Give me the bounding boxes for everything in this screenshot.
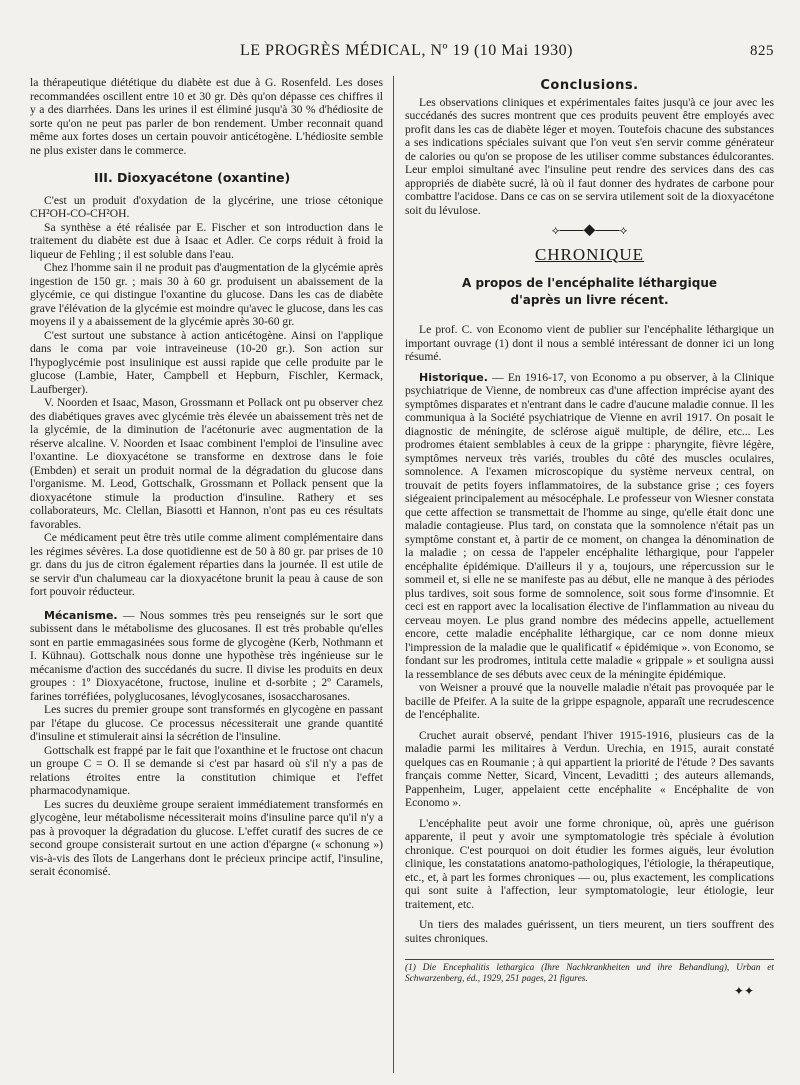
journal-title: LE PROGRÈS MÉDICAL, Nº 19 (10 Mai 1930) [240, 42, 573, 59]
paragraph-historique [405, 371, 774, 682]
article-title-line: A propos de l'encéphalite léthargique [461, 276, 718, 290]
paragraph-text: — En 1916-17, von Economo a pu observer, à la Clinique psychiatrique de Vienne, de nombreux cas d'une affection imprécise ayant des symptômes disparates et n'entrant dans le cadre d'aucune maladie connue. Il les communiqua à la Société psychiatrique de Vienne en avril 1917. On posait le diagnostic de méningite, de sclérose aiguë multiple, de délire, etc... Les prodromes étaient semblables à ceux de la grippe : pharyngite, fièvre légère, symptômes nerveux très variés, troubles du côté des muscles oculaires, somnolence. A l'examen microscopique du système nerveux central, on trouvait de petits foyers inflammatoires, de la substance grise ; ces foyers siégeaient principalement au mésocéphale. Le professeur von Wiesner constata que cette affection se transmettait de l'homme au singe, qu'elle était donc une maladie contagieuse. Plus tard, on constata que la somnolence n'était pas un symptôme constant et, à partir de ce moment, on changea la dénomination de la maladie ; on cessa de l'appeler encéphalite léthargique, pour l'appeler encéphalite épidémique. D'ailleurs il y a, toujours, une répercussion sur le sommeil et, si elle ne se manifeste pas au début, elle ne manque à des périodes plus tardives, soit sous forme de somnolence, soit sous forme d'insomnie. Et ceci est en rapport avec la localisation élective de l'inflammation au niveau du cerveau moyen. Le plus grand nombre des médecins appelle, actuellement encore, cette maladie encéphalite léthargique, car ce nom donne mieux l'impression de la maladie que le qualificatif « épidémique ». von Economo, se fondant sur les prodromes, intitula cette maladie « grippale » et souligna aussi la ressemblance de ses débuts avec ceux de la méningite épidémique. [405, 370, 775, 681]
paragraph: C'est un produit d'oxydation de la glycérine, une triose cétonique CH²OH-CO-CH²OH. [30, 193, 383, 220]
chronique-heading: CHRONIQUE [534, 244, 645, 264]
paragraph: L'encéphalite peut avoir une forme chronique, où, après une guérison apparente, il peut y avoir une symptomatologie très spéciale à évolution chronique. C'est pourquoi on doit étudier les formes aiguës, leur évolution clinique, les constatations anatomo-pathologiques, l'étiologie, la thérapeutique, etc., et, à part les formes chroniques — ou, plus exactement, les complications qui sont suite à l'affection, leur symptomatologie, leur étiologie, leur traitement, etc. [405, 816, 774, 911]
paragraph: von Weisner a prouvé que la nouvelle maladie n'était pas provoquée par le bacille de Pfeifer. A la suite de la grippe espagnole, apparaît une recrudescence de l'encéphalite. [405, 681, 774, 721]
paragraph-text: — Nous sommes très peu renseignés sur le sort que subissent dans le métabolisme des glucosanes. Il est très probable qu'elles sont en partie emmagasinées sous forme de glycogène (Kerb, Nothmann et I. Kühnau). Gottschalk nous donne une hypothèse très ingénieuse sur le mécanisme d'action des succédanés du sucre. Il divise les produits en deux groupes : 1º Dioxyacétone, fructose, inuline et d-sorbite ; 2º Caramels, farines torréfiées, polyglucosanes, lévoglycosanes, isosaccharosanes. [30, 608, 383, 703]
paragraph: V. Noorden et Isaac, Mason, Grossmann et Pollack ont pu observer chez des diabétiques graves avec glycémie très élevée un abaissement très net de la glycémie, de la diminution de l'acétonurie avec augmentation de la réserve alcaline. V. Noorden et Isaac combinent l'emploi de l'insuline avec l'oxantine. Le dioxyacétone se transforme en dextrose dans le foie (Embden) et serait un produit normal de la dégradation du glucose dans l'organisme. M. Leod, Gottschalk, Grossmann et Pollack pensent que la dioxyacétone stimule la production d'insuline. Rathery et ses collaborateurs, Mc. Clellan, Biasotti et Hannon, n'ont pas eu ces résultats favorables. [30, 396, 383, 531]
paragraph: Gottschalk est frappé par le fait que l'oxanthine et le fructose ont chacun un groupe C = O. Il se demande si c'est par hasard où s'il n'y a pas de relations étroites entre la constitution chimique et l'effet pharmacodynamique. [30, 743, 383, 797]
paragraph: Les observations cliniques et expérimentales faites jusqu'à ce jour avec les succédanés des sucres montrent que ces produits peuvent être employés avec profit dans les cas de diabète léger et moyen. Toutefois chacune des substances a ses indications spéciales suivant que l'on veut s'en servir comme générateur de calories ou qu'on se propose de les utiliser comme substances édulcorantes. Leur emploi simultané avec l'insuline peut rendre des services dans des cas appropriés de diabète sucré, là où il faut donner des hydrates de carbone pour combattre l'acidose. Dans ce cas on se servira utilement soit de la dioxyacétone soit du lévulose. [405, 95, 774, 217]
right-column [393, 76, 774, 1073]
left-column [30, 76, 393, 1073]
paragraph: C'est surtout une substance à action anticétogène. Ainsi on l'applique dans le coma par voie intraveineuse (10-20 gr.). Son action sur l'hypoglycémie post insulinique est aussi rapide que celle produite par le glucose (Lambie, Hater, Campbell et Hepburn, Fischler, Kermack, Laufberger). [30, 328, 383, 396]
ornament-divider: ⟡━━◆━━⟡ [551, 223, 628, 237]
paragraph: Cruchet aurait observé, pendant l'hiver 1915-1916, plusieurs cas de la maladie parmi les militaires à Verdun. Urechia, en 1915, aurait constaté quelques cas en Roumanie ; à qui appartient la priorité de l'étude ? Des savants français comme Netter, Sicard, Vincent, Levaditti ; des auteurs allemands, Pappenheim, Luger, appelaient cette encéphalite « Encéphalite de von Economo ». [405, 728, 774, 809]
footnote: (1) Die Encephalitis lethargica (Ihre Nachkrankheiten und ihre Behandlung), Urban et Schwarzenberg, éd., 1929, 251 pages, 21 figures. [405, 959, 774, 985]
article-title-line: d'après un livre récent. [510, 293, 669, 307]
two-column-body [30, 76, 774, 1073]
paragraph: Les sucres du premier groupe sont transformés en glycogène en passant par l'étape du glucose. Ce processus nécessiterait une grande quantité d'insuline et stimulerait ainsi la sécrétion de l'insuline. [30, 703, 383, 743]
paragraph: Le prof. C. von Economo vient de publier sur l'encéphalite léthargique un important ouvrage (1) dont il nous a semblé intéressant de donner ici un long résumé. [405, 323, 774, 363]
section-heading: III. Dioxyacétone (oxantine) [94, 170, 291, 185]
paragraph: Les sucres du deuxième groupe seraient immédiatement transformés en glycogène, leur métabolisme nécessiterait moins d'insuline parce qu'il n'y a pas à provoquer la dégradation du glucose. L'effet curatif des sucres de ce second groupe consisterait surtout en une action d'épargne (« schonung ») vis-à-vis des îlots de Langerhans dont le précieux principe actif, l'insuline, serait économisé. [30, 797, 383, 878]
run-in-heading: Historique. [419, 370, 488, 384]
paragraph: Un tiers des malades guérissent, un tiers meurent, un tiers souffrent des suites chroniques. [405, 918, 774, 945]
paragraph-mecanisme [30, 609, 383, 704]
run-in-heading: Mécanisme. [44, 608, 118, 622]
page-header [240, 42, 774, 60]
paragraph: Sa synthèse a été réalisée par E. Fischer et son introduction dans le traitement du diabète est due à Isaac et Adler. Ce corps réduit à froid la liqueur de Fehling ; il est soluble dans l'eau. [30, 220, 383, 261]
paragraph: Ce médicament peut être très utile comme aliment complémentaire dans les régimes sévères. La dose quotidienne est de 50 à 80 gr. par prises de 10 gr. dans du jus de citron également réparties dans la journée. Il est utile de se servir d'un chalumeau car la dioxyacétone brunit la peau à cause de son fort pouvoir réducteur. [30, 531, 383, 598]
end-mark: ✦✦ [733, 984, 754, 998]
paragraph: Chez l'homme sain il ne produit pas d'augmentation de la glycémie après ingestion de 150 gr. ; mais 30 à 60 gr. produisent un abaissement de la glycémie, ce qui distingue l'oxantine du glucose. Dans les cas de diabète grave l'élévation de la glycémie est moindre qu'avec le glucose, dans les cas moyens il y a abaissement de la glycémie après 30-60 gr. [30, 261, 383, 328]
article-title [405, 275, 774, 309]
paragraph: la thérapeutique diététique du diabète est due à G. Rosenfeld. Les doses recommandées oscillent entre 10 et 30 gr. Dès qu'on dépasse ces chiffres il y a des diarrhées. Dans les urines il est éliminé jusqu'à 30 % d'hédiosite de sorte qu'on ne peut pas parler de bon rendement. Umber reconnait quand même aux fortes doses un certain pouvoir anticétogène. L'hédiosite semble ne plus exister dans le commerce. [30, 76, 383, 157]
page-number: 825 [750, 43, 774, 59]
conclusions-heading: Conclusions. [540, 78, 639, 93]
